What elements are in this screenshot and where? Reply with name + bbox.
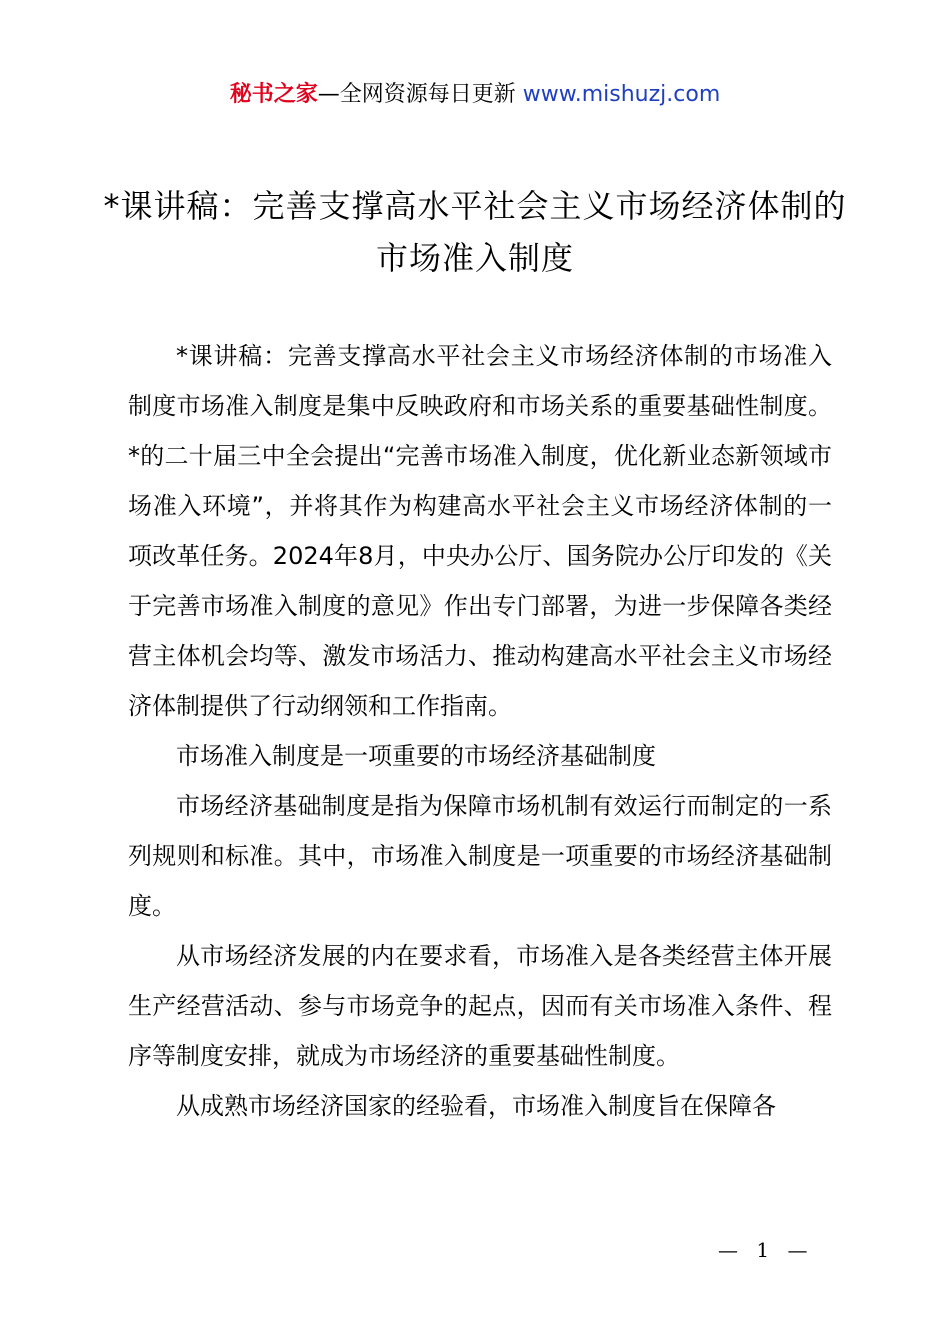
paragraph: 从市场经济发展的内在要求看，市场准入是各类经营主体开展生产经营活动、参与市场竞争的起点，因而有关市场准入条件、程序等制度安排，就成为市场经济的重要基础性制度。 bbox=[128, 942, 832, 1070]
section-heading: 市场准入制度是一项重要的市场经济基础制度 bbox=[176, 742, 656, 770]
page-number: — 1 — bbox=[718, 1238, 814, 1262]
site-url[interactable]: www.mishuzj.com bbox=[522, 82, 721, 107]
site-header bbox=[0, 80, 950, 110]
paragraph: 市场经济基础制度是指为保障市场机制有效运行而制定的一系列规则和标准。其中，市场准入制度是一项重要的市场经济基础制度。 bbox=[128, 792, 832, 920]
header-tagline: —全网资源每日更新 bbox=[317, 82, 523, 107]
brand-name: 秘书之家 bbox=[229, 82, 318, 107]
document-title: *课讲稿：完善支撑高水平社会主义市场经济体制的市场准入制度 bbox=[103, 187, 847, 277]
document-body bbox=[128, 331, 832, 1131]
paragraph: 从成熟市场经济国家的经验看，市场准入制度旨在保障各 bbox=[176, 1092, 776, 1120]
paragraph: *课讲稿：完善支撑高水平社会主义市场经济体制的市场准入制度市场准入制度是集中反映政府和市场关系的重要基础性制度。*的二十届三中全会提出“完善市场准入制度，优化新业态新领域市场准入环境”，并将其作为构建高水平社会主义市场经济体制的一项改革任务。2024年8月，中央办公厅、国务院办公厅印发的《关于完善市场准入制度的意见》作出专门部署，为进一步保障各类经营主体机会均等、激发市场活力、推动构建高水平社会主义市场经济体制提供了行动纲领和工作指南。 bbox=[128, 342, 832, 720]
